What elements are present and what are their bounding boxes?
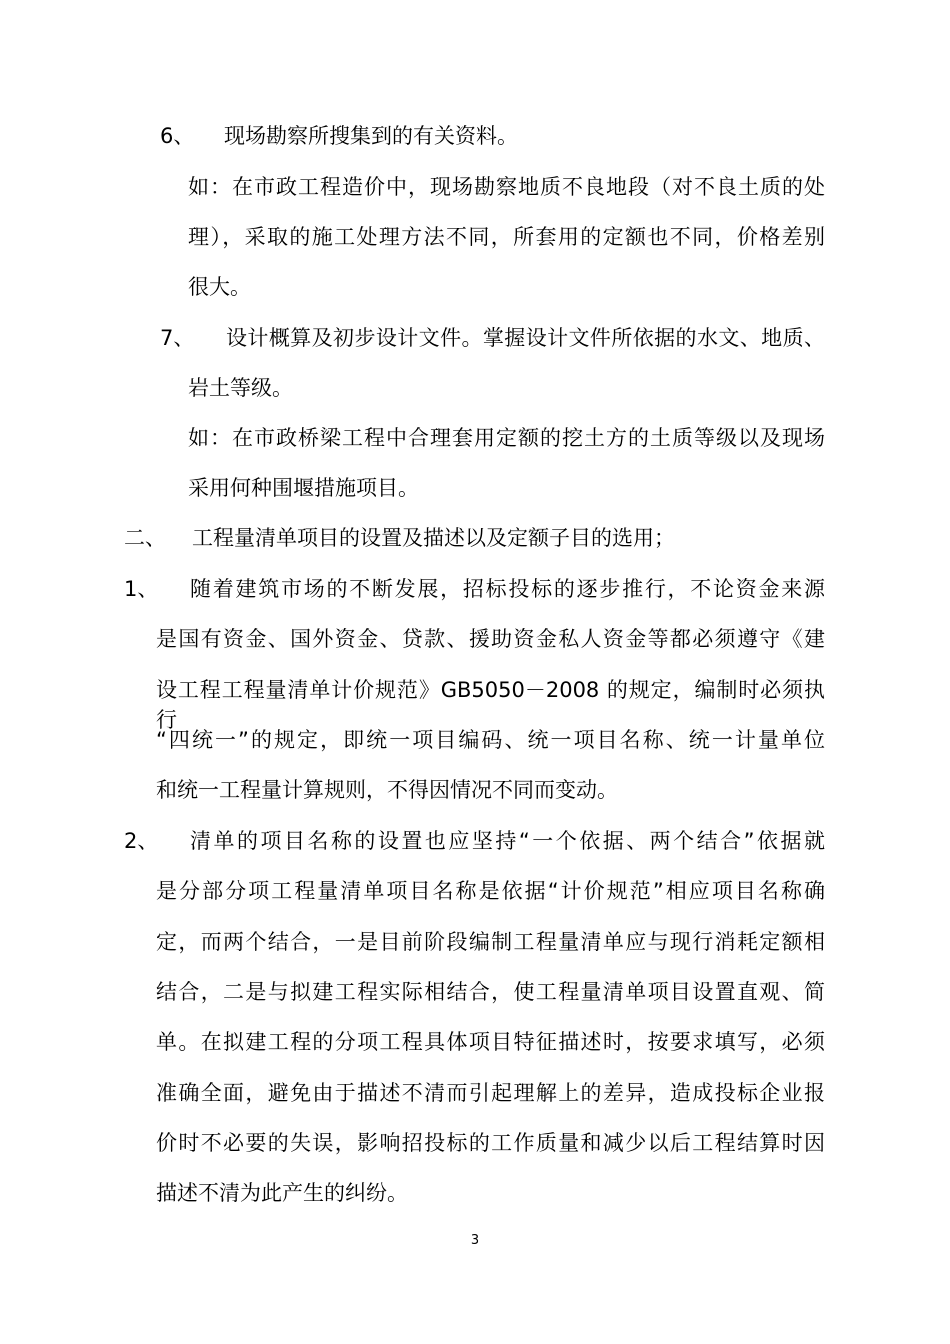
- paragraph-line: 如：在市政工程造价中，现场勘察地质不良地段（对不良土质的处: [188, 175, 825, 199]
- paragraph-line: 很大。: [188, 275, 251, 299]
- paragraph-line: 定，而两个结合，一是目前阶段编制工程量清单应与现行消耗定额相: [156, 930, 825, 954]
- paragraph-line: 结合，二是与拟建工程实际相结合，使工程量清单项目设置直观、简: [156, 980, 825, 1004]
- list-marker-2: 2、: [124, 829, 159, 853]
- list-marker-6: 6、: [160, 124, 195, 148]
- page-number: 3: [470, 1233, 480, 1248]
- paragraph-line: 如：在市政桥梁工程中合理套用定额的挖土方的土质等级以及现场: [188, 426, 825, 450]
- paragraph-line: 现场勘察所搜集到的有关资料。: [224, 124, 518, 148]
- paragraph-line: 理），采取的施工处理方法不同，所套用的定额也不同，价格差别: [188, 225, 825, 249]
- paragraph-line: 设工程工程量清单计价规范》GB5050－2008 的规定，编制时必须执行: [156, 678, 825, 732]
- paragraph-line: 价时不必要的失误，影响招投标的工作质量和减少以后工程结算时因: [156, 1131, 825, 1155]
- paragraph-line: 单。在拟建工程的分项工程具体项目特征描述时，按要求填写，必须: [156, 1030, 825, 1054]
- paragraph-line: 采用何种围堰措施项目。: [188, 476, 419, 500]
- section-heading: 工程量清单项目的设置及描述以及定额子目的选用；: [192, 526, 675, 550]
- paragraph-line: 是国有资金、国外资金、贷款、援助资金私人资金等都必须遵守《建: [156, 627, 825, 651]
- section-marker-2: 二、: [124, 526, 166, 550]
- paragraph-line: 准确全面，避免由于描述不清而引起理解上的差异，造成投标企业报: [156, 1081, 825, 1105]
- list-marker-7: 7、: [160, 326, 195, 350]
- paragraph-line: 描述不清为此产生的纠纷。: [156, 1181, 408, 1205]
- paragraph-line: 设计概算及初步设计文件。掌握设计文件所依据的水文、地质、: [226, 326, 825, 350]
- list-marker-1: 1、: [124, 577, 159, 601]
- paragraph-line: 清单的项目名称的设置也应坚持“一个依据、两个结合”依据就: [190, 829, 825, 853]
- paragraph-line: 岩土等级。: [188, 376, 293, 400]
- paragraph-line: 随着建筑市场的不断发展，招标投标的逐步推行，不论资金来源: [190, 577, 825, 601]
- paragraph-line: 和统一工程量计算规则，不得因情况不同而变动。: [156, 778, 618, 802]
- paragraph-line: “四统一”的规定，即统一项目编码、统一项目名称、统一计量单位: [156, 728, 825, 752]
- paragraph-line: 是分部分项工程量清单项目名称是依据“计价规范”相应项目名称确: [156, 879, 825, 903]
